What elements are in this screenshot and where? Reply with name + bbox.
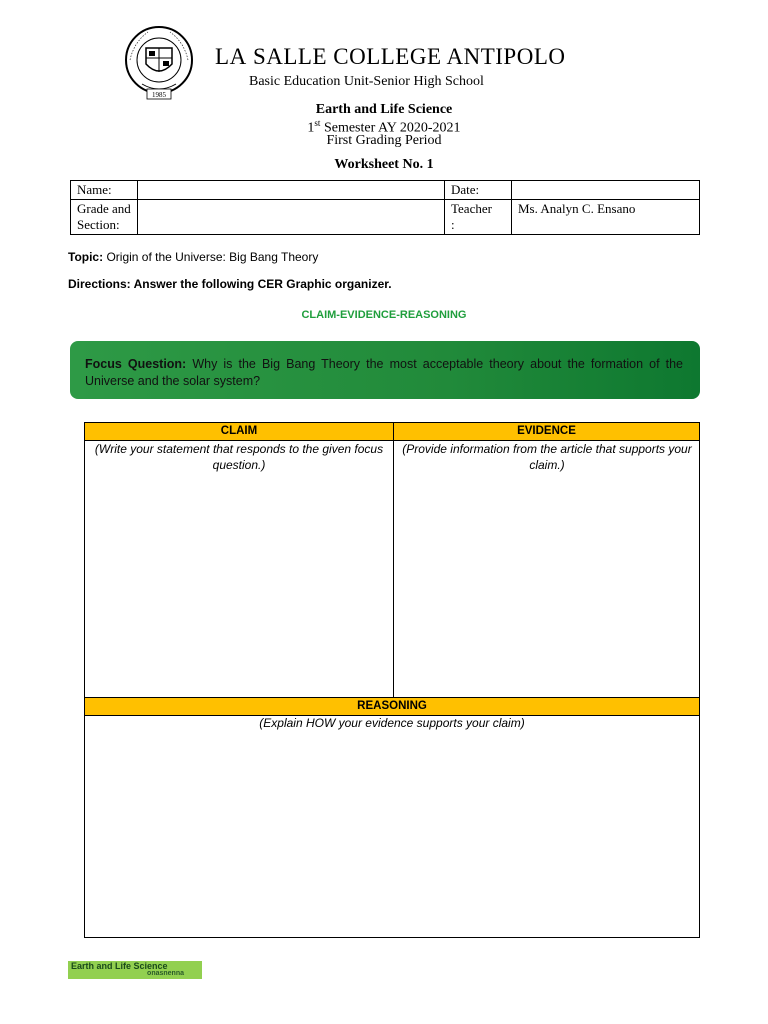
teacher-value: Ms. Analyn C. Ensano	[512, 200, 700, 235]
grade-section-field[interactable]	[138, 200, 445, 235]
school-name: LA SALLE COLLEGE ANTIPOLO	[215, 44, 566, 69]
focus-question-box: Focus Question: Why is the Big Bang Theory the most acceptable theory about the formation of the Universe and the solar system?	[70, 341, 700, 399]
worksheet-number: Worksheet No. 1	[334, 157, 434, 172]
logo-year: 1985	[152, 91, 166, 99]
cer-organizer	[84, 422, 700, 938]
school-unit: Basic Education Unit-Senior High School	[249, 74, 484, 89]
semester-line: 1st Semester AY 2020-2021	[307, 118, 461, 136]
claim-prompt[interactable]: (Write your statement that responds to the given focus question.)	[94, 442, 384, 472]
footer-subject: Earth and Life Science	[71, 961, 168, 971]
topic-line: Topic: Origin of the Universe: Big Bang Theory	[68, 250, 319, 264]
name-field[interactable]	[138, 181, 445, 200]
reasoning-prompt[interactable]: (Explain HOW your evidence supports your claim)	[259, 716, 525, 730]
reasoning-header: REASONING	[85, 697, 699, 716]
cer-title: CLAIM-EVIDENCE-REASONING	[301, 309, 467, 321]
subject-title: Earth and Life Science	[315, 102, 453, 117]
date-field[interactable]	[512, 181, 700, 200]
school-seal-logo	[120, 22, 198, 102]
footer-badge	[68, 961, 202, 979]
footer-code: onasnenna	[147, 970, 184, 977]
claim-header: CLAIM	[85, 423, 394, 441]
teacher-label: Teacher :	[445, 200, 512, 235]
evidence-header: EVIDENCE	[394, 423, 699, 441]
evidence-prompt[interactable]: (Provide information from the article that supports your claim.)	[402, 442, 692, 472]
student-info-table	[70, 180, 700, 235]
grade-section-label: Grade and Section:	[71, 200, 138, 235]
directions-line: Directions: Answer the following CER Graphic organizer.	[68, 277, 392, 291]
grading-period: First Grading Period	[326, 133, 442, 148]
column-divider	[393, 423, 394, 697]
date-label: Date:	[445, 181, 512, 200]
name-label: Name:	[71, 181, 138, 200]
